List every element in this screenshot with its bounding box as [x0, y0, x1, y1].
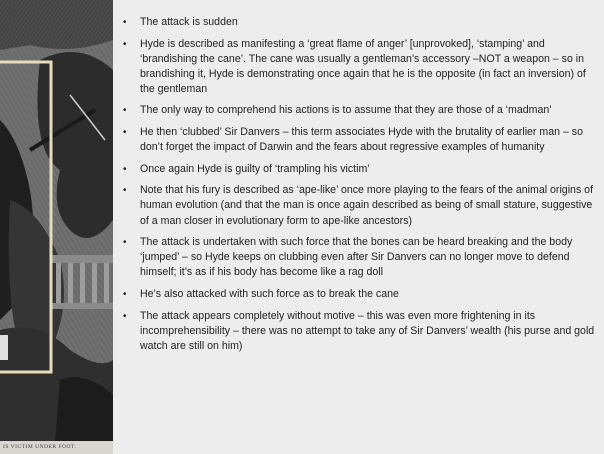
bullet-dot-icon: • [123, 38, 127, 50]
bullet-text: The attack is undertaken with such force that the bones can be heard breaking and the body ‘jumped’ – so Hyde keeps on clubbing even after Sir Danvers can no longer move to defend himself; it’s as if his body has become like a rag doll [140, 236, 573, 279]
bullet-text: The attack is sudden [140, 16, 238, 28]
victorian-engraving-illustration [0, 0, 113, 454]
engraving-artwork [0, 0, 113, 454]
bullet-text: The attack appears completely without motive – this was even more frightening in its incomprehensibility – there was no attempt to take any of Sir Danvers’ wealth (his purse and gold watch are still on him) [140, 309, 595, 352]
bullet-item [122, 287, 596, 302]
bullet-dot-icon: • [123, 310, 127, 322]
bullet-text: He then ‘clubbed’ Sir Danvers – this term associates Hyde with the brutality of earlier man – so don’t forget the impact of Darwin and the fears about regressive examples of humanity [140, 126, 583, 154]
bullet-dot-icon: • [123, 163, 127, 175]
bullet-text: Note that his fury is described as ‘ape-like’ once more playing to the fears of the animal origins of human evolution (and that the man is once again described as being of small stature, suggestive of a man closer in evolutionary form to ape-like ancestors) [140, 184, 594, 227]
bullet-text: Once again Hyde is guilty of ‘trampling his victim’ [140, 162, 370, 175]
bullet-text: Hyde is described as manifesting a ‘great flame of anger’ [unprovoked], ‘stamping’ and ‘brandishing the cane’. The cane was usually a gentleman’s accessory –NOT a weapon – so in brandishing it, Hyde is demonstrating once again that he is the opposite (in fact an inversion) of the gentleman [140, 37, 586, 95]
slide-content [122, 15, 596, 447]
bullet-item [122, 183, 596, 228]
bullet-item [122, 235, 596, 280]
bullet-item [122, 125, 596, 155]
bullet-dot-icon: • [123, 237, 127, 249]
bullet-dot-icon: • [123, 288, 127, 300]
bullet-text: The only way to comprehend his actions is to assume that they are those of a ‘madman’ [140, 104, 552, 117]
illustration-caption: IS VICTIM UNDER FOOT. [0, 441, 113, 454]
bullet-dot-icon: • [123, 17, 127, 28]
bullet-dot-icon: • [123, 127, 127, 139]
bullet-item [122, 309, 596, 354]
bullet-item [122, 103, 596, 118]
bullet-item [122, 15, 596, 30]
bullet-dot-icon: • [123, 185, 127, 197]
bullet-item [122, 162, 596, 177]
bullet-text: He’s also attacked with such force as to break the cane [140, 287, 399, 300]
bullet-item [122, 37, 596, 97]
bullet-dot-icon: • [123, 105, 127, 117]
bullet-list [122, 15, 596, 354]
